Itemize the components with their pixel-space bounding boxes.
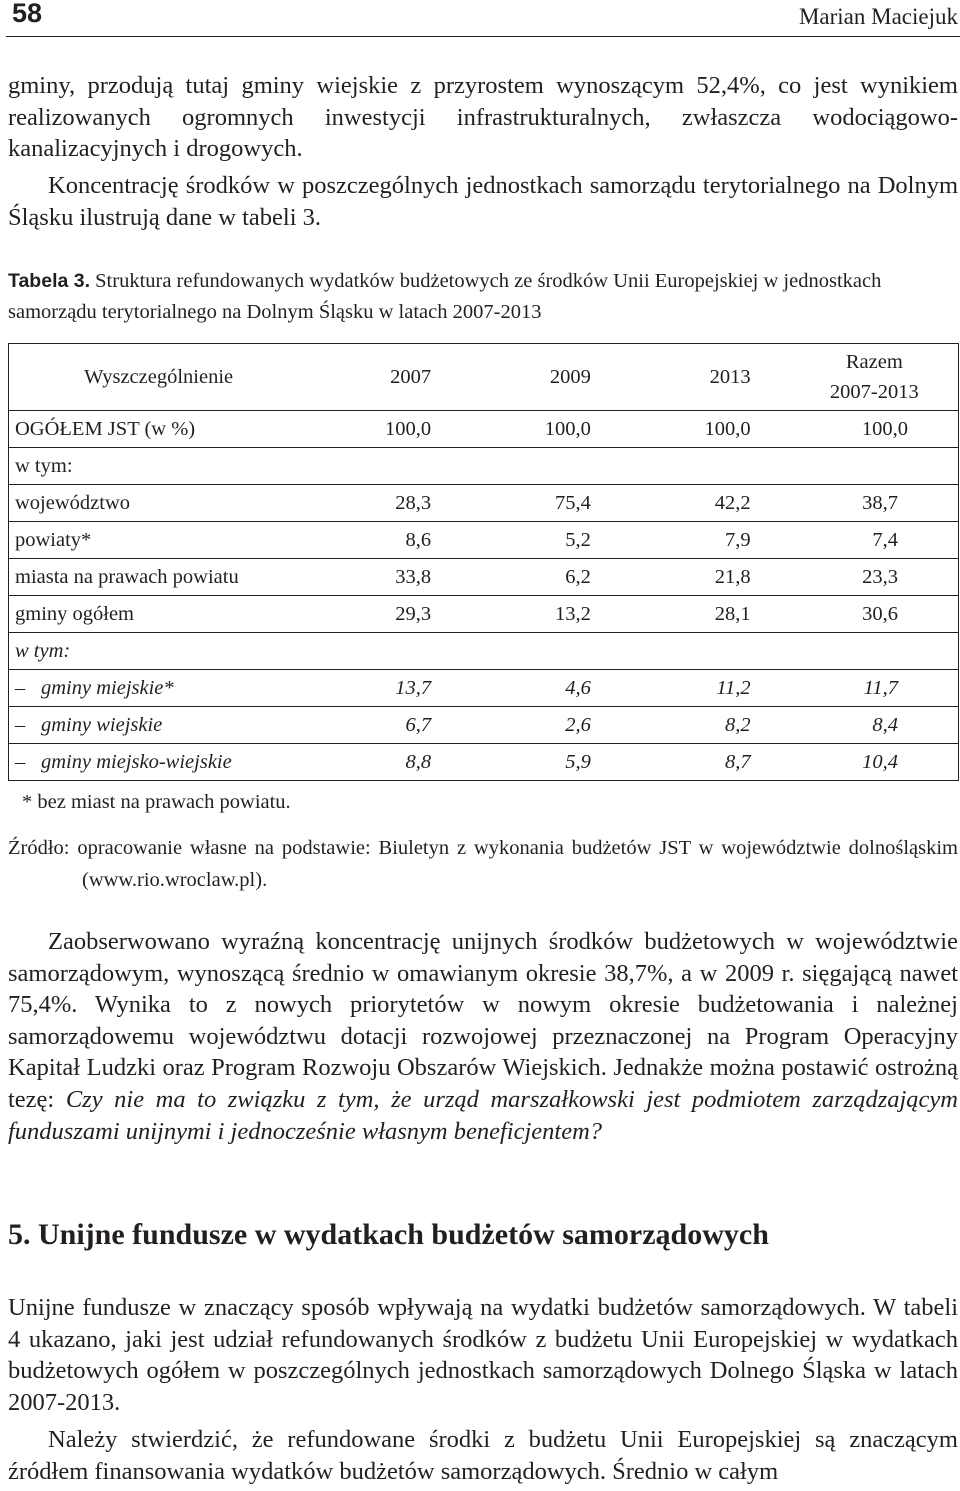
table-row (9, 744, 959, 781)
table-source: Źródło: opracowanie własne na podstawie: Biuletyn z wykonania budżetów JST w województwie dolnośląskim (www.rio.wroclaw.pl). (8, 837, 958, 891)
cell-2013: 11,2 (591, 670, 751, 707)
cell-2009: 6,2 (431, 559, 591, 596)
header-total (751, 344, 959, 411)
row-label: powiaty* (9, 522, 309, 559)
cell-2007: 28,3 (308, 485, 431, 522)
cell-2013: 8,2 (591, 707, 751, 744)
cell-2009: 100,0 (431, 411, 591, 448)
paragraph-2-italic: Czy nie ma to związku z tym, że urząd marszałkowski jest podmiotem zarządzającym funduszami unijnymi i jednocześnie własnym beneficjentem? (8, 1085, 958, 1145)
cell-2013: 28,1 (591, 596, 751, 633)
intro-paragraph-2: Koncentrację środków w poszczególnych jednostkach samorządu terytorialnego na Dolnym Śląsku ilustrują dane w tabeli 3. (8, 172, 958, 231)
header-description: Wyszczególnienie (84, 365, 234, 388)
table-row (9, 559, 959, 596)
dash-mark: – (15, 750, 26, 773)
row-label: gminy wiejskie (41, 713, 163, 736)
cell-total: 30,6 (751, 596, 959, 633)
table-caption-label: Tabela 3. (8, 270, 91, 292)
cell-total: 100,0 (751, 411, 959, 448)
header-2007: 2007 (390, 365, 432, 388)
row-label: w tym: (9, 448, 959, 485)
paragraph-2-text: Zaobserwowano wyraźną koncentrację unijnych środków budżetowych w województwie samorządowym, wynoszącą średnio w omawianym okresie 38,7%, a w 2009 r. sięgającą nawet 75,4%. Wynika to z nowych priorytetów w nowym okresie budżetowania i należnej samorządowemu województwu dotacji rozwojowej przeznaczonej na Program Operacyjny Kapitał Ludzki oraz Program Rozwoju Obszarów Wiejskich. Jednakże można postawić ostrożną tezę: (8, 928, 958, 1113)
cell-2007: 33,8 (308, 559, 431, 596)
cell-2009: 75,4 (431, 485, 591, 522)
row-label: gminy miejsko-wiejskie (41, 750, 232, 773)
body-paragraph-2 (8, 926, 958, 1147)
row-label: miasta na prawach powiatu (9, 559, 309, 596)
table-row (9, 707, 959, 744)
cell-total: 23,3 (751, 559, 959, 596)
table-row (9, 633, 959, 670)
table-caption-text: Struktura refundowanych wydatków budżetowych ze środków Unii Europejskiej w jednostkach samorządu terytorialnego na Dolnym Śląsku w latach 2007-2013 (8, 270, 882, 323)
page-header (6, 0, 960, 37)
cell-total: 8,4 (751, 707, 959, 744)
cell-total: 7,4 (751, 522, 959, 559)
table-row (9, 485, 959, 522)
header-total-line1: Razem (845, 351, 903, 373)
cell-2009: 4,6 (431, 670, 591, 707)
cell-total: 11,7 (751, 670, 959, 707)
section-heading: 5. Unijne fundusze w wydatkach budżetów samorządowych (8, 1218, 769, 1251)
cell-2007: 8,6 (308, 522, 431, 559)
table-row (9, 522, 959, 559)
cell-2007: 100,0 (308, 411, 431, 448)
cell-2009: 13,2 (431, 596, 591, 633)
cell-2009: 5,9 (431, 744, 591, 781)
running-author: Marian Maciejuk (798, 4, 958, 29)
row-label: w tym: (9, 633, 959, 670)
body-paragraph-4: Należy stwierdzić, że refundowane środki z budżetu Unii Europejskiej są znaczącym źródłem finansowania wydatków budżetów samorządowych. Średnio w całym (8, 1426, 958, 1485)
table-row (9, 411, 959, 448)
row-label: województwo (9, 485, 309, 522)
table-row (9, 670, 959, 707)
body-paragraph-3: Unijne fundusze w znaczący sposób wpływają na wydatki budżetów samorządowych. W tabeli 4 ukazano, jaki jest udział refundowanych środków z budżetu Unii Europejskiej w wydatkach budżetowych ogółem w poszczególnych jednostkach samorządowych Dolnego Śląska w latach 2007-2013. (8, 1294, 958, 1416)
page-number: 58 (12, 0, 43, 28)
cell-2013: 7,9 (591, 522, 751, 559)
cell-total: 10,4 (751, 744, 959, 781)
table-row (9, 448, 959, 485)
header-2013: 2013 (709, 365, 751, 388)
row-label: gminy ogółem (9, 596, 309, 633)
cell-2007: 6,7 (308, 707, 431, 744)
cell-2013: 8,7 (591, 744, 751, 781)
cell-2013: 100,0 (591, 411, 751, 448)
cell-2013: 42,2 (591, 485, 751, 522)
header-2009: 2009 (549, 365, 591, 388)
cell-2013: 21,8 (591, 559, 751, 596)
intro-paragraph-1: gminy, przodują tutaj gminy wiejskie z przyrostem wynoszącym 52,4%, co jest wynikiem realizowanych ogromnych inwestycji infrastrukturalnych, zwłaszcza wodociągowo-kanalizacyjnych i drogowych. (8, 72, 958, 163)
cell-2007: 8,8 (308, 744, 431, 781)
cell-2007: 13,7 (308, 670, 431, 707)
data-table (8, 343, 959, 781)
dash-mark: – (15, 676, 26, 699)
table-row (9, 596, 959, 633)
row-label: gminy miejskie* (41, 676, 174, 699)
cell-2007: 29,3 (308, 596, 431, 633)
table-caption (8, 266, 960, 328)
row-label: OGÓŁEM JST (w %) (9, 411, 309, 448)
cell-total: 38,7 (751, 485, 959, 522)
cell-2009: 5,2 (431, 522, 591, 559)
header-total-line2: 2007-2013 (829, 381, 919, 403)
cell-2009: 2,6 (431, 707, 591, 744)
dash-mark: – (15, 713, 26, 736)
table-header-row (9, 344, 959, 411)
table-footnote: * bez miast na prawach powiatu. (22, 791, 291, 813)
